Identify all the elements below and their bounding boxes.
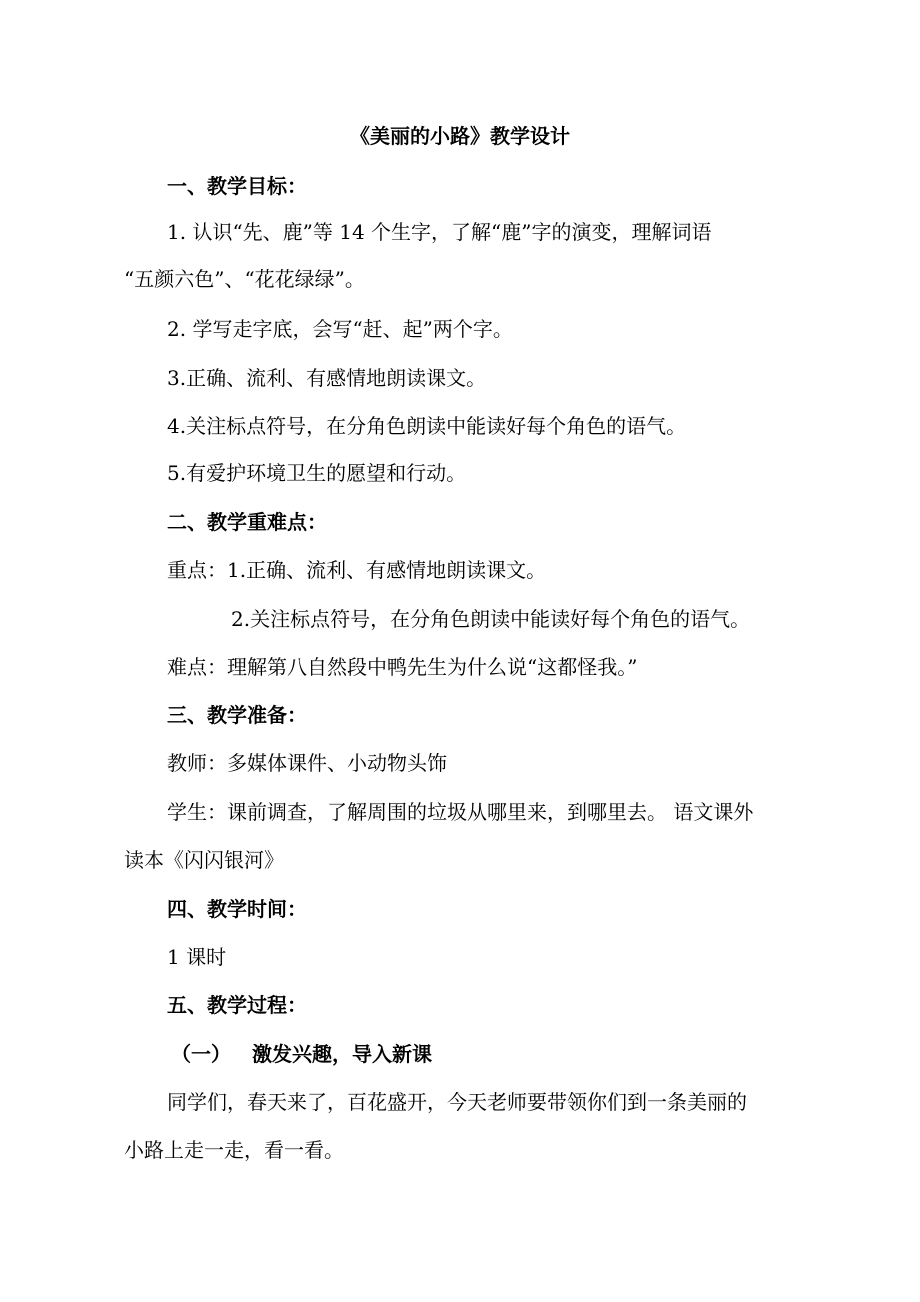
- goal-item-1-continued: “五颜六色”、“花花绿绿”。: [124, 267, 365, 291]
- goal-item-5: 5.有爱护环境卫生的愿望和行动。: [167, 461, 467, 485]
- time-value: 1 课时: [167, 945, 227, 969]
- heading-time: 四、教学时间：: [167, 897, 307, 921]
- heading-keypoints: 二、教学重难点：: [167, 510, 327, 534]
- goal-item-4: 4.关注标点符号，在分角色朗读中能读好每个角色的语气。: [167, 414, 687, 438]
- process-subsection-title: 激发兴趣，导入新课: [252, 1042, 432, 1066]
- process-paragraph: 同学们，春天来了，百花盛开，今天老师要带领你们到一条美丽的: [167, 1090, 747, 1114]
- difficulty: 难点：理解第八自然段中鸭先生为什么说“这都怪我。”: [167, 655, 638, 679]
- goal-item-2: 2. 学写走字底，会写“赶、起”两个字。: [167, 317, 513, 341]
- process-paragraph-continued: 小路上走一走，看一看。: [124, 1138, 344, 1162]
- keypoint-2: 2.关注标点符号，在分角色朗读中能读好每个角色的语气。: [231, 607, 751, 631]
- heading-preparation: 三、教学准备：: [167, 703, 307, 727]
- prep-student-continued: 读本《闪闪银河》: [124, 848, 284, 872]
- goal-item-1: 1. 认识“先、鹿”等 14 个生字，了解“鹿”字的演变，理解词语: [167, 220, 712, 244]
- prep-student: 学生：课前调查，了解周围的垃圾从哪里来，到哪里去。 语文课外: [167, 800, 754, 824]
- heading-process: 五、教学过程：: [167, 993, 307, 1017]
- goal-item-3: 3.正确、流利、有感情地朗读课文。: [167, 366, 487, 390]
- document-title: 《美丽的小路》教学设计: [350, 124, 570, 148]
- process-subsection-number: （一）: [171, 1042, 231, 1066]
- prep-teacher: 教师：多媒体课件、小动物头饰: [167, 751, 447, 775]
- keypoint-1: 重点：1.正确、流利、有感情地朗读课文。: [167, 558, 547, 582]
- heading-goals: 一、教学目标：: [167, 174, 307, 198]
